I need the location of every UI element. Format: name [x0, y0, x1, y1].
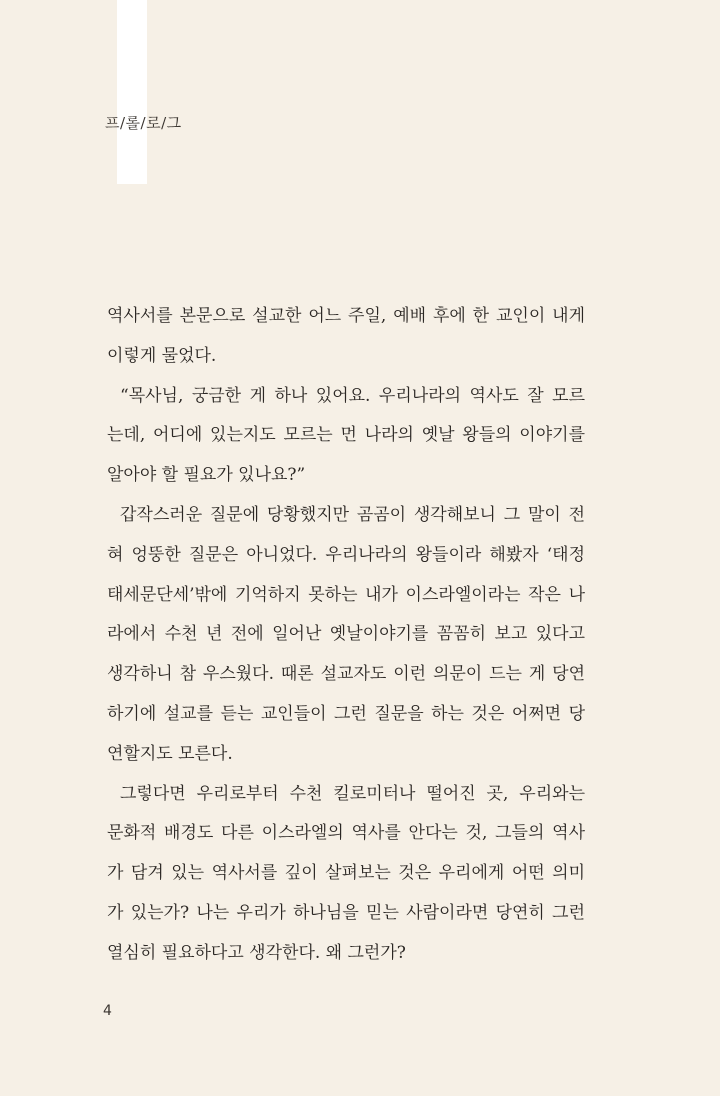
chapter-tab-strip: [117, 0, 147, 184]
body-line: 이렇게 물었다.: [107, 345, 217, 366]
body-line: 혀 엉뚱한 질문은 아니었다. 우리나라의 왕들이라 해봤자 ‘태정: [107, 544, 585, 565]
body-line: 라에서 수천 년 전에 일어난 옛날이야기를 꼼꼼히 보고 있다고: [107, 624, 585, 645]
body-line: 태세문단세’밖에 기억하지 못하는 내가 이스라엘이라는 작은 나: [107, 584, 585, 605]
page-number: 4: [103, 1003, 112, 1019]
body-line: 연할지도 모른다.: [107, 743, 233, 764]
body-line: 가 담겨 있는 역사서를 깊이 살펴보는 것은 우리에게 어떤 의미: [107, 863, 585, 884]
body-line: 열심히 필요하다고 생각한다. 왜 그런가?: [107, 942, 406, 963]
body-line: 문화적 배경도 다른 이스라엘의 역사를 안다는 것, 그들의 역사: [107, 823, 585, 844]
body-line: “목사님, 궁금한 게 하나 있어요. 우리나라의 역사도 잘 모르: [120, 385, 585, 406]
body-line: 하기에 설교를 듣는 교인들이 그런 질문을 하는 것은 어쩌면 당: [107, 703, 585, 724]
chapter-title: 프/롤/로/그: [105, 114, 182, 132]
body-line: 생각하니 참 우스웠다. 때론 설교자도 이런 의문이 드는 게 당연: [107, 664, 585, 685]
body-line: 갑작스러운 질문에 당황했지만 곰곰이 생각해보니 그 말이 전: [120, 504, 585, 525]
body-line: 역사서를 본문으로 설교한 어느 주일, 예배 후에 한 교인이 내게: [107, 306, 585, 326]
body-line: 알아야 할 필요가 있나요?”: [107, 465, 306, 486]
body-line: 가 있는가? 나는 우리가 하나님을 믿는 사람이라면 당연히 그런: [107, 902, 585, 923]
body-line: 는데, 어디에 있는지도 모르는 먼 나라의 옛날 왕들의 이야기를: [107, 425, 585, 446]
body-text: [107, 297, 585, 974]
body-line: 그렇다면 우리로부터 수천 킬로미터나 떨어진 곳, 우리와는: [120, 783, 585, 804]
